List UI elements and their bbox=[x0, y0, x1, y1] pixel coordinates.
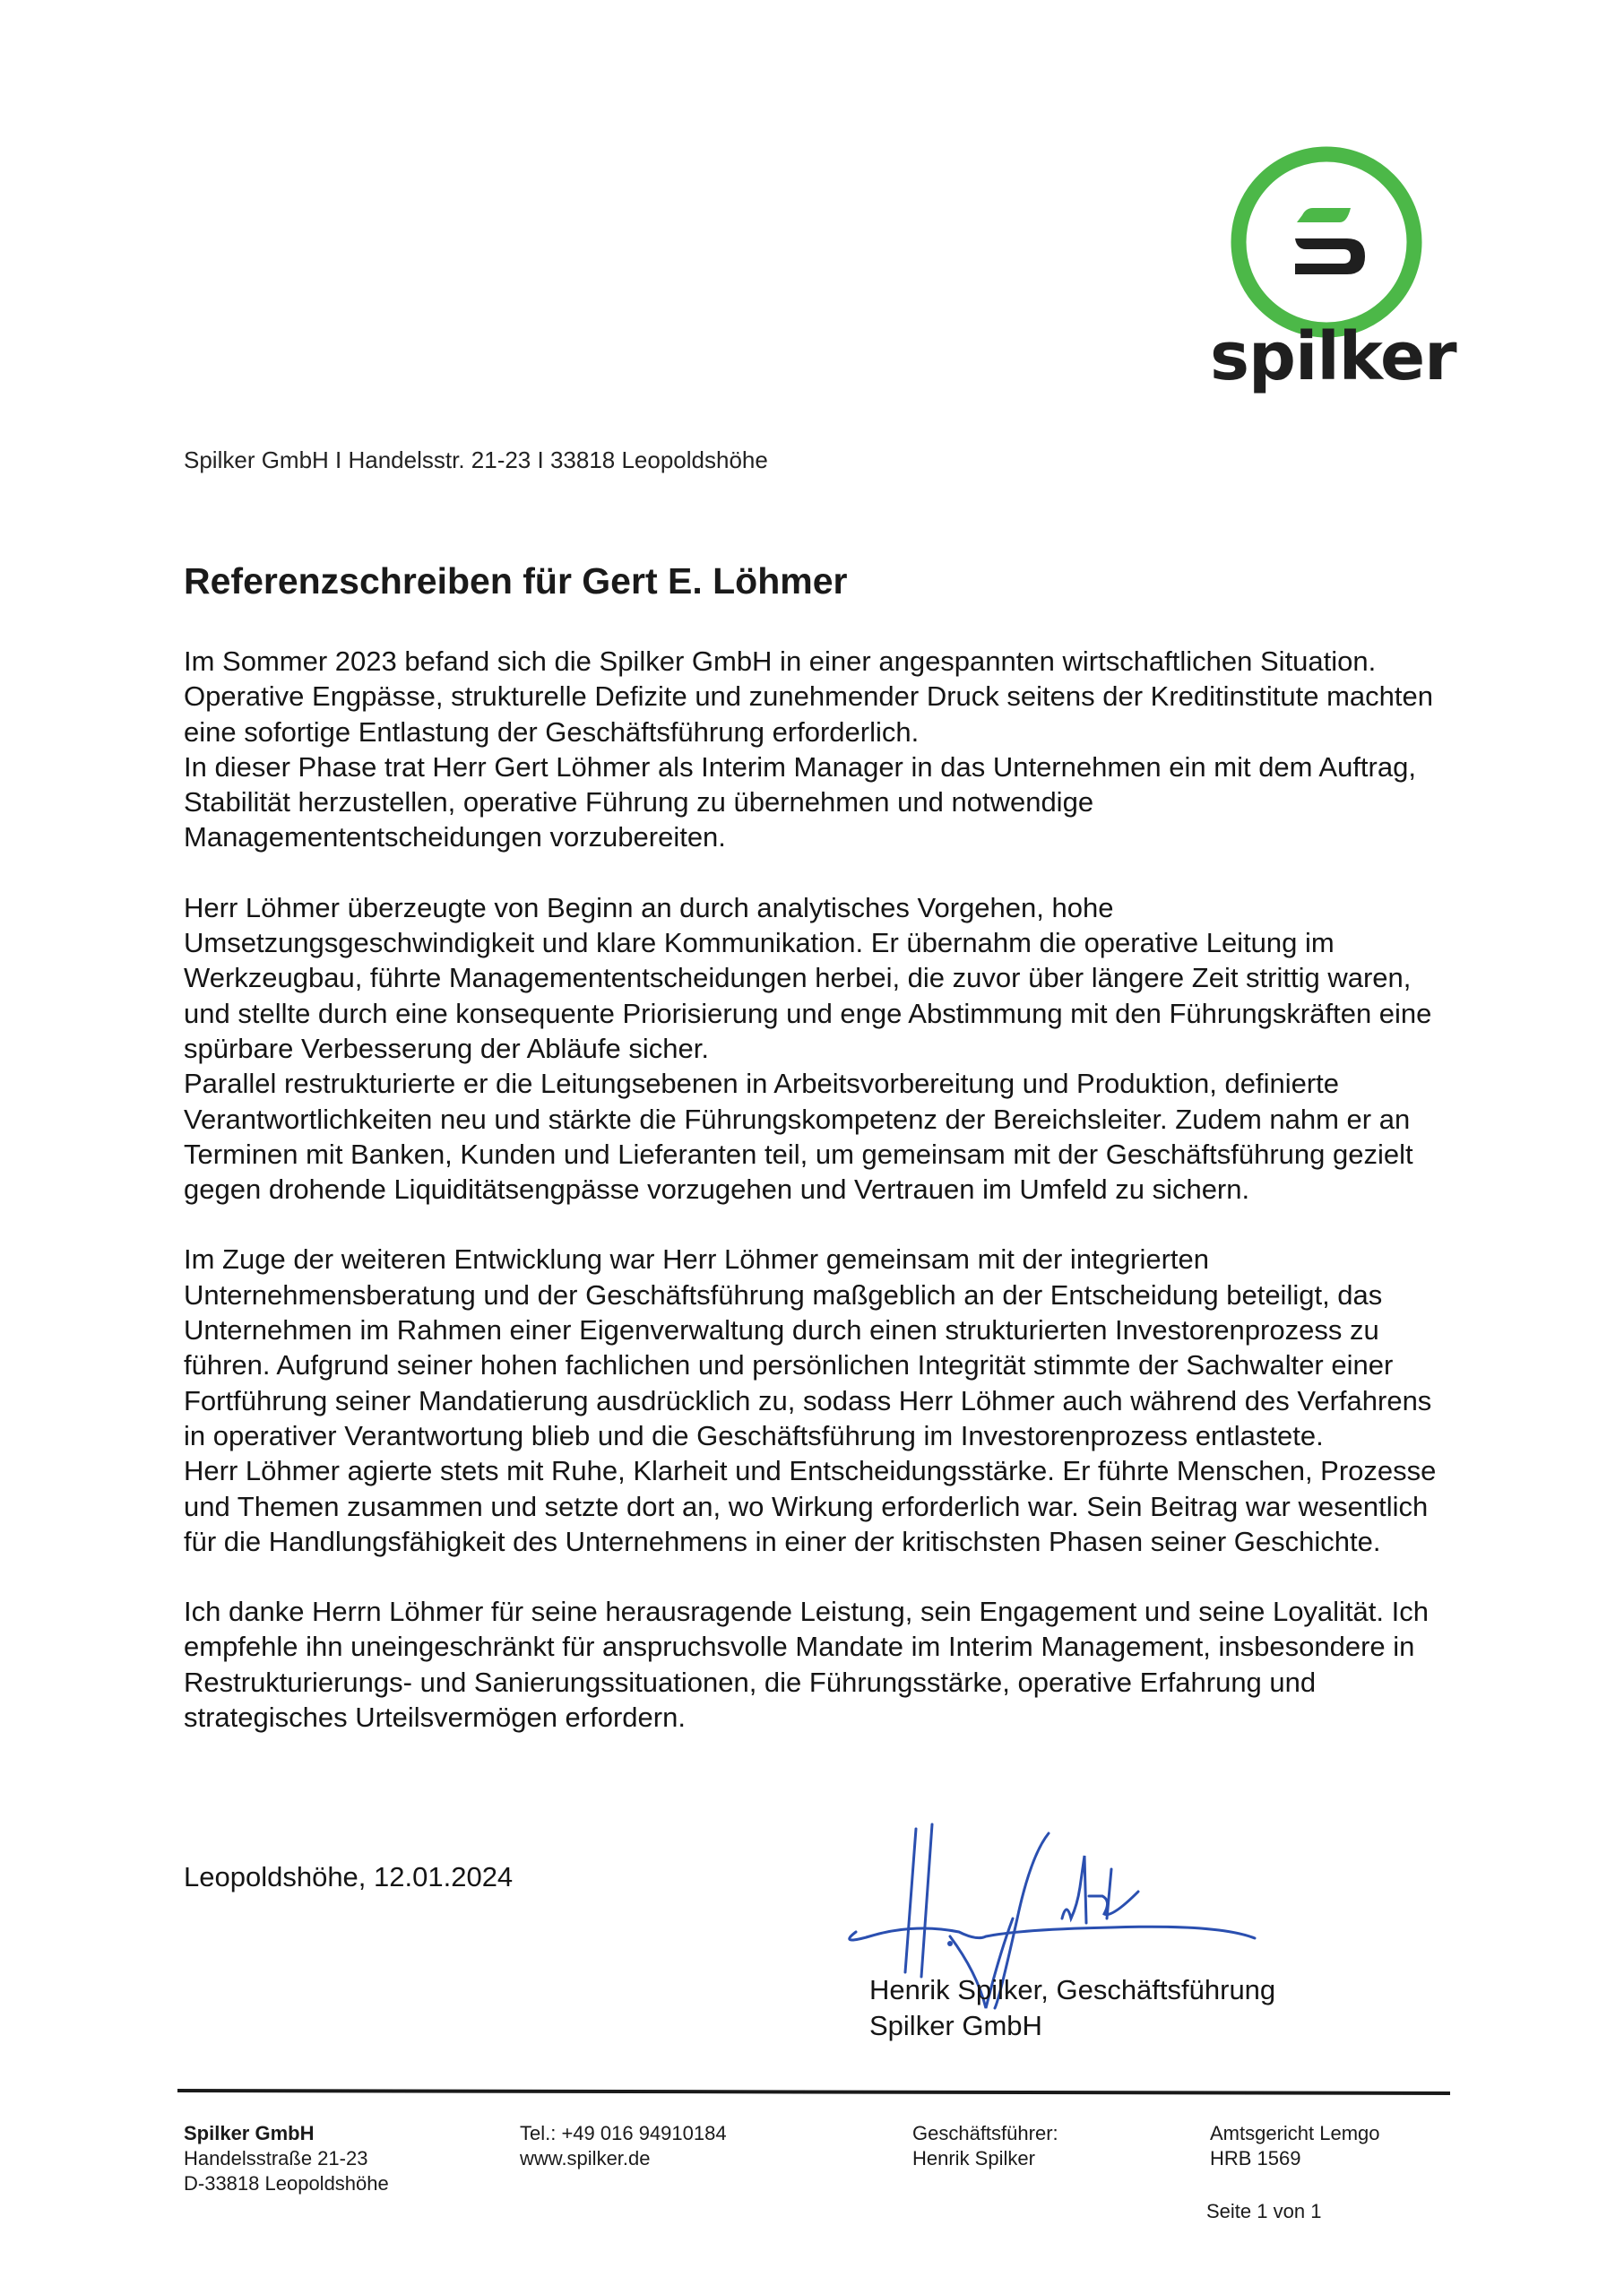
footer-contact bbox=[520, 2121, 727, 2171]
footer-website-link[interactable]: www.spilker.de bbox=[520, 2147, 651, 2169]
footer-hrb: HRB 1569 bbox=[1210, 2147, 1301, 2169]
footer-management-name: Henrik Spilker bbox=[912, 2147, 1035, 2169]
place-and-date: Leopoldshöhe, 12.01.2024 bbox=[184, 1861, 514, 1892]
paragraph-4-line-1: Ich danke Herrn Löhmer für seine herausragende Leistung, sein Engagement und seine Loyalität. Ich empfehle ihn uneingeschränkt für anspruchsvolle Mandate im Interim Management, insbesondere in Restrukturierungs- und Sanierungssituationen, die Führungsstärke, operative Erfahrung und strategisches Urteilsvermögen erfordern. bbox=[184, 1596, 1429, 1734]
footer-registry bbox=[1210, 2121, 1380, 2171]
page-number: Seite 1 von 1 bbox=[1206, 2200, 1322, 2222]
sender-address-line: Spilker GmbH I Handelsstr. 21-23 I 33818 Leopoldshöhe bbox=[184, 446, 768, 473]
brand-wordmark: spilker bbox=[1210, 318, 1456, 395]
paragraph-1-line-1: Im Sommer 2023 befand sich die Spilker GmbH in einer angespannten wirtschaftlichen Situation. Operative Engpässe, strukturelle Defizite und zunehmender Druck seitens der Kreditinstitute machten eine sofortige Entlastung der Geschäftsführung erforderlich. bbox=[184, 645, 1433, 748]
paragraph-3-line-1: Im Zuge der weiteren Entwicklung war Herr Löhmer gemeinsam mit der integrierten Unternehmensberatung und der Geschäftsführung maßgeblich an der Entscheidung beteiligt, das Unternehmen im Rahmen einer Eigenverwaltung durch einen strukturierten Investorenprozess zu führen. Aufgrund seiner hohen fachlichen und persönlichen Integrität stimmte der Sachwalter einer Fortführung seiner Mandatierung ausdrücklich zu, sodass Herr Löhmer auch während des Verfahrens in operativer Verantwortung blieb und die Geschäftsführung im Investorenprozess entlastete. bbox=[184, 1243, 1432, 1451]
paragraph-3-line-2: Herr Löhmer agierte stets mit Ruhe, Klarheit und Entscheidungsstärke. Er führte Menschen, Prozesse und Themen zusammen und setzte dort an, wo Wirkung erforderlich war. Sein Beitrag war wesentlich für die Handlungsfähigkeit des Unternehmens in einer der kritischsten Phasen seiner Geschichte. bbox=[184, 1455, 1437, 1557]
paragraph-4 bbox=[184, 1594, 1456, 1735]
letter-title: Referenzschreiben für Gert E. Löhmer bbox=[184, 560, 848, 602]
signer-name: Henrik Spilker, Geschäftsführung bbox=[869, 1974, 1276, 2005]
footer-city: D-33818 Leopoldshöhe bbox=[184, 2172, 389, 2195]
footer-management bbox=[912, 2121, 1058, 2171]
footer-phone: Tel.: +49 016 94910184 bbox=[520, 2122, 727, 2144]
paragraph-3 bbox=[184, 1242, 1456, 1559]
footer-court: Amtsgericht Lemgo bbox=[1210, 2122, 1380, 2144]
footer-company-address bbox=[184, 2121, 389, 2196]
footer-company-name: Spilker GmbH bbox=[184, 2122, 315, 2144]
paragraph-2-line-2: Parallel restrukturierte er die Leitungsebenen in Arbeitsvorbereitung und Produktion, definierte Verantwortlichkeiten neu und stärkte die Führungskompetenz der Bereichsleiter. Zudem nahm er an Terminen mit Banken, Kunden und Lieferanten teil, um gemeinsam mit der Geschäftsführung gezielt gegen drohende Liquiditätsengpässe vorzugehen und Vertrauen im Umfeld zu sichern. bbox=[184, 1068, 1413, 1206]
footer-street: Handelsstraße 21-23 bbox=[184, 2147, 368, 2169]
letter-body bbox=[184, 644, 1456, 1735]
footer-divider bbox=[177, 2089, 1450, 2095]
footer-management-label: Geschäftsführer: bbox=[912, 2122, 1058, 2144]
signer-company: Spilker GmbH bbox=[869, 2010, 1042, 2041]
paragraph-1 bbox=[184, 644, 1456, 855]
paragraph-2 bbox=[184, 890, 1456, 1208]
paragraph-2-line-1: Herr Löhmer überzeugte von Beginn an durch analytisches Vorgehen, hohe Umsetzungsgeschwindigkeit und klare Kommunikation. Er übernahm die operative Leitung im Werkzeugbau, führte Managemententscheidungen herbei, die zuvor über längere Zeit strittig waren, und stellte durch eine konsequente Priorisierung und enge Abstimmung mit den Führungskräften eine spürbare Verbesserung der Abläufe sicher. bbox=[184, 891, 1432, 1064]
signer-block bbox=[869, 1972, 1275, 2044]
paragraph-1-line-2: In dieser Phase trat Herr Gert Löhmer als Interim Manager in das Unternehmen ein mit dem Auftrag, Stabilität herzustellen, operative Führung zu übernehmen und notwendige Managemententscheidungen vorzubereiten. bbox=[184, 750, 1416, 853]
